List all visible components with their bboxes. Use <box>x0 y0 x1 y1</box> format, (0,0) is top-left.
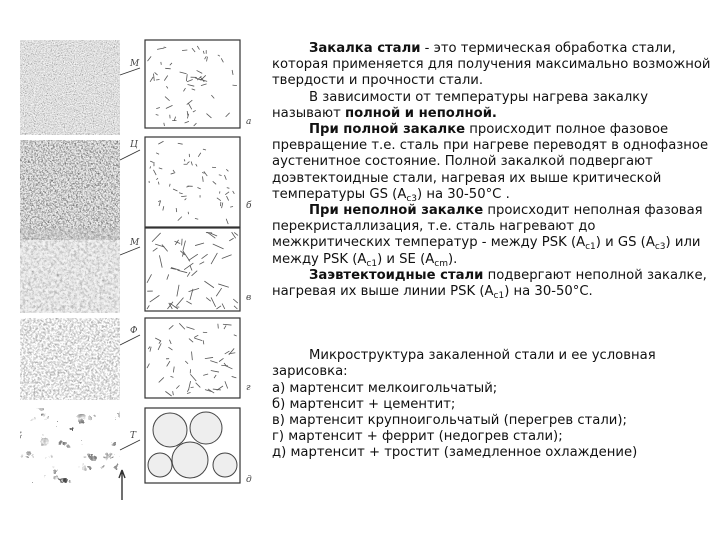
letter-d: г <box>246 383 251 393</box>
micrograph-b <box>20 140 120 240</box>
arrow-icon <box>119 470 125 500</box>
micrograph-a <box>20 40 120 135</box>
list-item: б) мартенсит + цементит; <box>272 396 456 412</box>
paragraph-partial-quench: При неполной закалке происходит неполная фазовая перекристаллизация, т.е. сталь нагревают до межкритических температур - между PSK $(А_{с1})$ и GS $(А_{с3})$ или между PSK $(А_{с1})$ и SE $(А_{cm})$. <box>272 203 703 269</box>
letter-a: a <box>246 117 252 127</box>
letter-b: б <box>246 201 252 211</box>
letter-e: д <box>246 475 252 485</box>
list-item: а) мартенсит мелкоигольчатый; <box>272 380 498 396</box>
list-item: в) мартенсит крупноигольчатый (перегрев стали); <box>272 413 627 429</box>
text-block <box>272 41 712 462</box>
label-b: Ц <box>130 140 138 150</box>
label-c: М <box>130 238 140 248</box>
label-e: Т <box>130 431 137 441</box>
letter-c: в <box>246 293 252 303</box>
list-item: г) мартенсит + феррит (недогрев стали); <box>272 429 563 445</box>
sketch-c <box>145 228 240 311</box>
paragraph-definition: Закалка стали - это термическая обработка стали, которая применяется для получения максимально возможной твердости и прочности стали. <box>272 41 711 89</box>
micrograph-e <box>20 408 120 483</box>
paragraph-types: В зависимости от температуры нагрева закалку называют полной и неполной. <box>272 89 649 121</box>
label-d: Ф <box>130 326 138 336</box>
label-a: М <box>130 59 140 69</box>
list-item: д) мартенсит + тростит (замедленное охлаждение) <box>272 445 638 461</box>
sketch-a <box>145 40 240 128</box>
paragraph-full-quench: При полной закалке происходит полное фазовое превращение т.е. сталь при нагреве переводят в однофазное аустенитное состояние. Полной закалкой подвергают доэвтектоидные стали, нагревая их выше критической температуры GS $(А_{с3})$ на 30-50°С . <box>272 122 709 204</box>
microstructure-figure <box>0 0 270 540</box>
micrograph-c <box>20 228 120 313</box>
figure-caption: Микроструктура закаленной стали и ее условная зарисовка: <box>272 348 656 380</box>
micrograph-d <box>20 318 120 400</box>
sketch-b <box>145 137 240 227</box>
paragraph-hypereutectoid: Заэвтектоидные стали подвергают неполной закалке, нагревая их выше линии PSK $(А_{с1})$ на 30-50°С. <box>272 267 707 302</box>
